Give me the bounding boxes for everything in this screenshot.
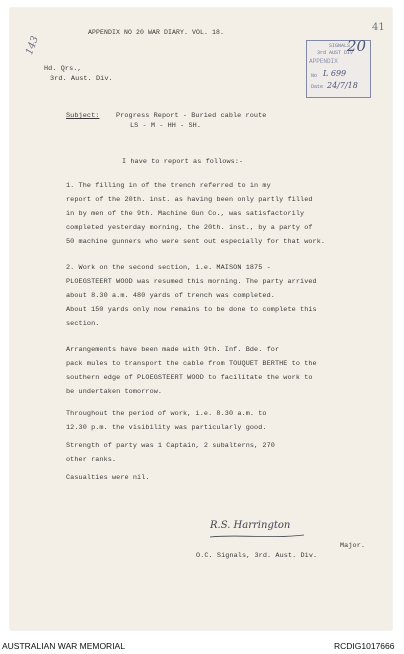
- paragraph-line: Strength of party was 1 Captain, 2 subalterns, 270: [66, 442, 275, 450]
- stamp-appendix-number: 20: [347, 37, 367, 55]
- stamp-division: 3rd AUST DIV: [317, 50, 354, 56]
- stamp-no-value: L 699: [323, 69, 347, 78]
- stamp-date-value: 24/7/18: [327, 81, 358, 90]
- paragraph-line: completed yesterday morning, the 20th. inst., by a party of: [66, 224, 313, 232]
- paragraph-line: in by men of the 9th. Machine Gun Co., was satisfactorily: [66, 210, 305, 218]
- paragraph-line: Throughout the period of work, i.e. 8.30 a.m. to: [66, 410, 267, 418]
- paragraph-line: other ranks.: [66, 456, 117, 464]
- margin-mark: 143: [24, 34, 41, 57]
- stamp-title: SIGNALS.: [329, 43, 354, 49]
- paragraph-line: About 150 yards only now remains to be done to complete this: [66, 306, 317, 314]
- paragraph-line: 50 machine gunners who were sent out especially for that work.: [66, 238, 326, 246]
- footer-record-id: RCDIG1017666: [334, 641, 395, 651]
- subject-line-1: Progress Report - Buried cable route: [116, 112, 267, 120]
- document-page: [10, 8, 392, 630]
- stamp-appendix-label: APPENDIX: [309, 58, 338, 65]
- paragraph-line: be undertaken tomorrow.: [66, 388, 163, 396]
- page-number: 41: [372, 22, 385, 33]
- paragraph-line: pack mules to transport the cable from TOUQUET BERTHE to the: [66, 360, 317, 368]
- signature-underline: [208, 532, 306, 540]
- subject-line-2: LS - M - HH - SH.: [130, 122, 202, 130]
- paragraph-line: 12.30 p.m. the visibility was particularly good.: [66, 424, 267, 432]
- document-header: APPENDIX NO 20 WAR DIARY. VOL. 18.: [88, 29, 225, 36]
- signals-stamp: [306, 37, 371, 98]
- paragraph-line: 2. Work on the second section, i.e. MAISON 1875 -: [66, 264, 271, 272]
- paragraph-line: section.: [66, 320, 100, 328]
- signatory-title: O.C. Signals, 3rd. Aust. Div.: [196, 552, 318, 560]
- addressee-line-1: Hd. Qrs.,: [44, 65, 82, 73]
- footer-bar: [0, 636, 404, 654]
- signature: R.S. Harrington: [210, 520, 291, 531]
- paragraph-line: report of the 20th. inst. as having been only partly filled: [66, 196, 313, 204]
- paragraph-line: about 8.30 a.m. 480 yards of trench was completed.: [66, 292, 275, 300]
- footer-source: AUSTRALIAN WAR MEMORIAL: [2, 641, 125, 651]
- stamp-no-label: No: [311, 73, 318, 79]
- paragraph-line: Arrangements have been made with 9th. Inf. Bde. for: [66, 346, 280, 354]
- paragraph-line: PLOEGSTEERT WOOD was resumed this morning. The party arrived: [66, 278, 317, 286]
- paragraph-line: southern edge of PLOEGSTEERT WOOD to facilitate the work to: [66, 374, 313, 382]
- intro-line: I have to report as follows:-: [122, 158, 244, 166]
- subject-label: Subject:: [66, 112, 100, 120]
- addressee-line-2: 3rd. Aust. Div.: [50, 75, 113, 83]
- signatory-rank: Major.: [340, 542, 366, 550]
- paragraph-line: 1. The filling in of the trench referred to in my: [66, 182, 271, 190]
- paragraph-line: Casualties were nil.: [66, 474, 150, 482]
- stamp-date-label: Date: [311, 84, 324, 90]
